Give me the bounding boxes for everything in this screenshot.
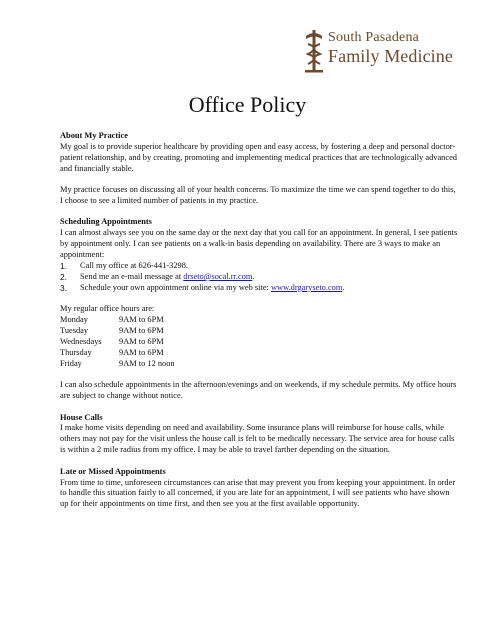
logo-line-2: Family Medicine bbox=[328, 46, 453, 66]
appointment-methods-list bbox=[60, 261, 460, 294]
hours-day: Monday bbox=[60, 315, 88, 325]
table-row bbox=[60, 348, 175, 359]
list-text: Schedule your own appointment online via my web site: www.drgaryseto.com. bbox=[80, 282, 345, 292]
office-hours-table bbox=[60, 315, 175, 370]
section-scheduling bbox=[60, 217, 460, 402]
hours-intro: My regular office hours are: bbox=[60, 304, 155, 314]
list-text: Send me an e-mail message at drseto@socal.rr.com. bbox=[80, 271, 255, 281]
logo-wordmark bbox=[328, 30, 453, 66]
house-calls-heading: House Calls bbox=[60, 412, 103, 422]
list-item bbox=[60, 261, 460, 272]
logo-line-1: South Pasadena bbox=[328, 30, 420, 45]
email-link[interactable]: drseto@socal.rr.com bbox=[183, 271, 253, 281]
table-row bbox=[60, 337, 175, 348]
section-late-missed bbox=[60, 467, 460, 511]
table-row bbox=[60, 315, 175, 326]
hours-time: 9AM to 6PM bbox=[119, 347, 164, 357]
page-title: Office Policy bbox=[188, 92, 307, 117]
hours-time: 9AM to 12 noon bbox=[119, 358, 175, 368]
scheduling-note: I can also schedule appointments in the afternoon/evenings and on weekends, if my schedule permits. My office hours are subject to change without notice. bbox=[60, 380, 457, 401]
document-body bbox=[60, 131, 460, 521]
caduceus-logo-icon bbox=[302, 28, 326, 74]
section-house-calls bbox=[60, 413, 460, 457]
list-number: 1. bbox=[60, 261, 67, 272]
hours-day: Wednesdays bbox=[60, 337, 102, 346]
scheduling-intro: I can almost always see you on the same day or the next day that you call for an appointment. In general, I see patients by appointment only. I can see patients on a walk-in basis depending on availability. There are 3 ways to make an appointment: bbox=[60, 228, 458, 260]
about-heading: About My Practice bbox=[60, 131, 128, 140]
section-about bbox=[60, 131, 460, 207]
hours-day: Tuesday bbox=[60, 326, 89, 336]
about-paragraph-1: My goal is to provide superior healthcare by providing open and easy access, by fostering a deep and personal doctor-patient relationship, and by creating, promoting and implementing medical practices that are technologically advanced and financially stable. bbox=[60, 141, 457, 173]
list-text: Call my office at 626-441-3298. bbox=[80, 261, 188, 271]
table-row bbox=[60, 359, 175, 370]
about-paragraph-2: My practice focuses on discussing all of your health concerns. To maximize the time we can spend together to do this, I choose to see a limited number of patients in my practice. bbox=[60, 185, 456, 206]
list-item bbox=[60, 272, 460, 283]
late-missed-text: From time to time, unforeseen circumstances can arise that may prevent you from keeping your appointment. In order to handle this situation fairly to all concerned, if you are late for an appointment, I will see patients who have shown up for their appointments on time first, and then see you at the first available opportunity. bbox=[60, 477, 456, 509]
list-item bbox=[60, 283, 460, 294]
hours-day: Friday bbox=[60, 358, 82, 368]
website-link[interactable]: www.drgaryseto.com bbox=[270, 282, 343, 292]
scheduling-heading: Scheduling Appointments bbox=[60, 217, 152, 227]
table-row bbox=[60, 326, 175, 337]
house-calls-text: I make home visits depending on need and availability. Some insurance plans will reimburse for house calls, while others may not pay for the visit unless the house call is felt to be medically necessary. The service area for house calls is within a 2 mile radius from my office. I may be able to travel farther depending on the situation. bbox=[60, 423, 455, 455]
hours-time: 9AM to 6PM bbox=[119, 315, 164, 325]
hours-time: 9AM to 6PM bbox=[119, 326, 164, 336]
list-number: 2. bbox=[60, 271, 67, 282]
list-number: 3. bbox=[60, 282, 67, 293]
hours-time: 9AM to 6PM bbox=[119, 337, 164, 346]
practice-logo bbox=[302, 28, 452, 78]
late-missed-heading: Late or Missed Appointments bbox=[60, 466, 166, 476]
hours-day: Thursday bbox=[60, 347, 92, 357]
